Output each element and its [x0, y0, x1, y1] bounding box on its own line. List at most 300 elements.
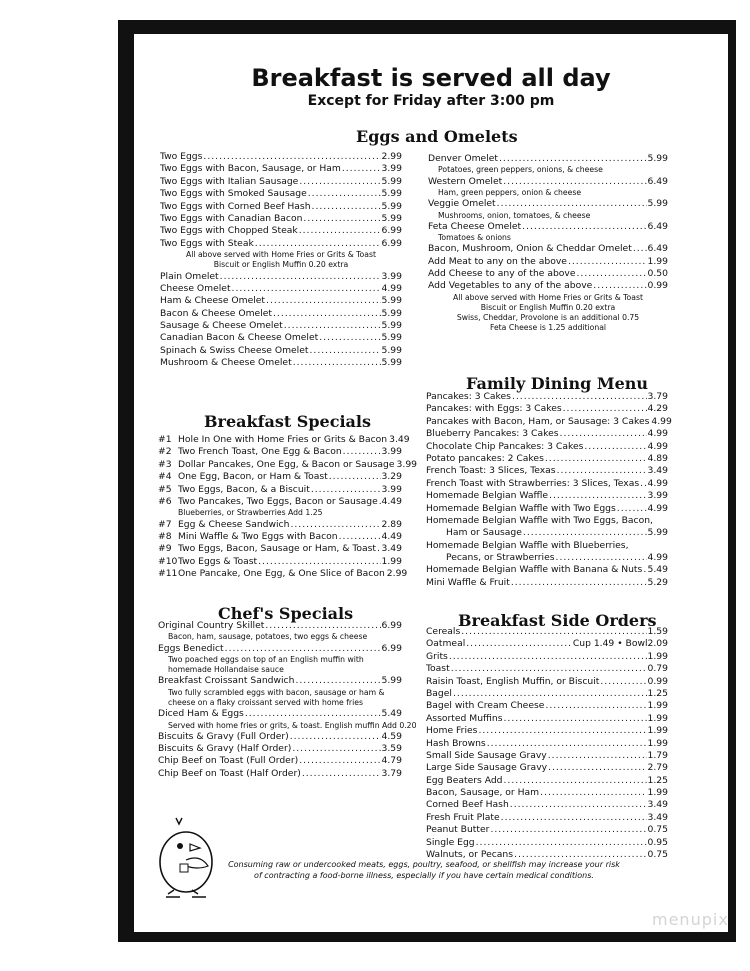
menu-item [426, 824, 668, 836]
menu-item [160, 308, 402, 320]
dot-leader [339, 531, 381, 542]
item-name [426, 638, 465, 649]
item-name [426, 676, 599, 687]
item-number: #3 [158, 458, 172, 470]
dot-leader [255, 238, 381, 249]
item-price: 3.99 [381, 483, 402, 495]
item-price: 6.49 [647, 175, 668, 187]
menu-item [158, 731, 402, 743]
chefs-heading: Chef's Specials [218, 604, 354, 623]
menu-item [426, 700, 668, 712]
dot-leader [503, 176, 646, 187]
item-name [158, 446, 342, 457]
item-price: 3.49 [381, 543, 402, 555]
menu-item [426, 415, 672, 428]
item-name [428, 198, 496, 209]
dot-leader [290, 519, 380, 530]
item-label: Western Omelet [428, 175, 503, 187]
dot-leader [245, 708, 381, 719]
item-note: Served with home fries or grits, & toast. English muffin Add 0.20 [168, 720, 417, 730]
item-label: Eggs Benedict [158, 642, 224, 654]
item-note: cheese on a flaky croissant served with home fries [168, 697, 363, 707]
dot-leader [310, 345, 381, 356]
dot-leader [220, 271, 381, 282]
dot-leader [568, 256, 647, 267]
item-price: 4.49 [381, 530, 402, 542]
item-label: Single Egg [426, 836, 475, 848]
item-name [160, 283, 231, 294]
dot-leader [295, 675, 380, 686]
item-label: Mini Waffle & Fruit [426, 576, 510, 588]
menu-item [426, 663, 668, 675]
item-label: Oatmeal [426, 638, 466, 650]
item-name [426, 416, 649, 427]
dot-leader [577, 268, 647, 279]
dot-leader [292, 743, 380, 754]
dot-leader [451, 663, 647, 674]
dot-leader [302, 768, 381, 779]
item-label: One Pancake, One Egg, & One Slice of Bacon [178, 568, 385, 580]
menu-item [160, 345, 402, 357]
menu-item [426, 775, 668, 787]
dot-leader [266, 295, 380, 306]
item-name [158, 484, 310, 495]
dot-leader [299, 176, 380, 187]
item-name [426, 799, 509, 810]
menu-item [426, 465, 668, 477]
item-label: Add Cheese to any of the above [428, 268, 576, 280]
item-name [426, 428, 559, 439]
item-number: #8 [158, 530, 172, 542]
item-price: 4.49 [381, 495, 402, 507]
item-label: Diced Ham & Eggs [158, 708, 244, 720]
menu-item [158, 471, 402, 483]
item-note: Mushrooms, onion, tomatoes, & cheese [438, 210, 591, 220]
item-name [158, 708, 244, 719]
item-label: Two Eggs with Italian Sausage [160, 175, 299, 187]
menu-item [158, 434, 410, 446]
item-label: Chip Beef on Toast [158, 767, 244, 779]
item-name [160, 176, 298, 187]
item-price: 6.99 [381, 225, 402, 237]
item-qualifier: (Full Order) [236, 730, 289, 742]
item-label: Two Eggs [160, 151, 203, 162]
item-note: Feta Cheese is 1.25 additional [489, 323, 607, 333]
menu-item [160, 271, 402, 283]
item-name [158, 755, 298, 766]
eggs-left-note: All above served with Home Fries or Grits & Toast [185, 250, 376, 260]
menu-item [158, 743, 402, 755]
menu-item [428, 221, 668, 233]
menu-item [160, 295, 402, 307]
item-name [160, 238, 254, 249]
item-name [158, 531, 338, 542]
item-label: Ham & Cheese Omelet [160, 295, 266, 307]
menu-item [426, 676, 668, 688]
item-label: Hash Browns [426, 737, 486, 749]
menu-subtitle: Except for Friday after 3:00 pm [307, 93, 555, 109]
item-name [160, 345, 309, 356]
item-note: Two fully scrambled eggs with bacon, sausage or ham & [168, 687, 385, 697]
item-label: Pancakes: 3 Cakes [426, 391, 511, 402]
item-number: #6 [158, 495, 172, 507]
dot-leader [319, 332, 380, 343]
item-name [158, 519, 289, 530]
item-name [160, 213, 302, 224]
item-number: #2 [158, 446, 172, 458]
item-label: One Egg, Bacon, or Ham & Toast [178, 471, 328, 483]
item-name [428, 256, 567, 267]
dot-leader [299, 225, 381, 236]
item-label: Bagel [426, 687, 452, 699]
item-price: 3.29 [381, 471, 402, 483]
item-price: 5.49 [381, 708, 402, 720]
dot-leader [549, 490, 646, 501]
item-price: 0.95 [647, 836, 668, 848]
dot-leader [377, 543, 380, 554]
item-label: Grits [426, 650, 448, 662]
item-name [426, 713, 503, 724]
health-disclaimer [174, 859, 674, 881]
item-label: Small Side Sausage Gravy [426, 749, 547, 761]
item-number: #9 [158, 543, 172, 555]
dot-leader [511, 577, 647, 588]
menu-item [158, 768, 402, 780]
item-number: #4 [158, 471, 172, 483]
dot-leader [501, 812, 647, 823]
item-name [426, 391, 511, 402]
item-name [426, 725, 477, 736]
menu-item [426, 564, 668, 576]
item-label: Two Eggs with Steak [160, 237, 254, 249]
dot-leader [560, 428, 647, 439]
item-label: Hole In One with Home Fries or Grits & Bacon [178, 434, 388, 445]
item-name [426, 453, 544, 464]
menu-item [426, 478, 668, 490]
item-price: 5.99 [647, 153, 668, 164]
dot-leader [343, 446, 381, 457]
item-price: 1.79 [647, 749, 668, 761]
menu-item [426, 787, 668, 799]
menu-item [426, 441, 668, 453]
item-name [428, 243, 632, 254]
item-price: 3.79 [381, 767, 402, 779]
item-price: 1.99 [647, 787, 668, 799]
item-number: #1 [158, 434, 172, 445]
item-price: 1.99 [647, 700, 668, 712]
dot-leader [504, 775, 647, 786]
item-label: Bagel with Cream Cheese [426, 700, 545, 712]
item-price: 2.89 [381, 518, 402, 530]
item-price: 1.99 [647, 725, 668, 737]
item-name [160, 188, 307, 199]
item-label: Two Eggs with Smoked Sausage [160, 188, 307, 200]
item-note: Swiss, Cheddar, Provolone is an additional 0.75 [456, 313, 640, 323]
dot-leader [584, 441, 646, 452]
menu-item [426, 515, 668, 527]
menu-item [158, 675, 402, 687]
item-price: 1.99 [647, 255, 668, 267]
dot-leader [265, 620, 380, 631]
item-name [160, 320, 283, 331]
item-name [158, 643, 224, 654]
menu-item [158, 643, 402, 655]
item-qualifier: (Half Order) [236, 743, 292, 755]
item-name [160, 163, 341, 174]
item-price: 3.99 [381, 163, 402, 175]
item-name [158, 556, 257, 567]
dot-leader [342, 163, 381, 174]
item-name [446, 527, 522, 538]
item-label: Cereals [426, 626, 461, 637]
item-price: 2.99 [386, 568, 408, 580]
dot-leader [497, 198, 647, 209]
item-price: 4.99 [381, 282, 402, 294]
item-note: Ham, green peppers, onion & cheese [438, 187, 582, 197]
dot-leader [290, 731, 381, 742]
menu-item [426, 812, 668, 824]
item-name [446, 552, 555, 563]
item-name [158, 434, 387, 445]
item-name [158, 731, 289, 742]
item-name [426, 762, 547, 773]
item-label: Peanut Butter [426, 824, 490, 836]
item-price: 5.99 [381, 357, 402, 369]
item-number: #7 [158, 518, 172, 530]
item-name [426, 626, 460, 637]
item-name [158, 620, 264, 631]
item-price: 3.49 [647, 465, 668, 477]
item-note: homemade Hollandaise sauce [168, 665, 284, 675]
menu-item [426, 540, 668, 552]
menu-item [160, 151, 402, 163]
item-name [426, 775, 503, 786]
item-label: Pancakes: with Eggs: 3 Cakes [426, 403, 562, 415]
item-price: 4.99 [647, 428, 668, 440]
item-price: 5.99 [381, 320, 402, 332]
item-label: French Toast: 3 Slices, Texas [426, 465, 556, 477]
item-label: Home Fries [426, 725, 478, 737]
item-note: All above served with Home Fries or Grits & Toast [452, 292, 643, 302]
dot-leader [329, 471, 381, 482]
item-label: Add Meat to any on the above [428, 255, 567, 267]
item-price: 0.75 [647, 824, 668, 836]
menu-item [428, 176, 668, 188]
item-price: 1.99 [647, 712, 668, 724]
dot-leader [478, 725, 646, 736]
item-price: 4.99 [651, 415, 672, 427]
dot-leader [487, 738, 647, 749]
item-price: 3.49 [647, 799, 668, 811]
item-price: 5.99 [381, 200, 402, 212]
item-name [160, 271, 219, 282]
dot-leader [557, 465, 647, 476]
item-label: Pecans, or Strawberries [446, 552, 555, 564]
item-name [158, 675, 294, 686]
item-label: Add Vegetables to any of the above [428, 280, 593, 292]
dot-leader [311, 484, 381, 495]
menu-item [158, 556, 402, 568]
disclaimer-line: of contracting a food-borne illness, especially if you have certain medical conditions. [254, 871, 594, 880]
item-label: Two Eggs with Bacon, Sausage, or Ham [160, 163, 341, 175]
item-price: 6.99 [381, 620, 402, 631]
dot-leader [476, 837, 647, 848]
item-name [426, 503, 616, 514]
menu-item [426, 651, 668, 663]
item-label: Toast [426, 663, 450, 675]
item-label: Assorted Muffins [426, 712, 503, 724]
menu-item [426, 713, 668, 725]
item-name [426, 564, 642, 575]
menu-item [426, 638, 668, 650]
menu-item [158, 458, 418, 471]
menu-item [428, 280, 668, 292]
item-name [160, 151, 202, 162]
item-price: 5.99 [647, 198, 668, 210]
dot-leader [640, 478, 646, 489]
item-label: Dollar Pancakes, One Egg, & Bacon or Sausage [178, 458, 395, 470]
item-price: 3.49 [389, 434, 410, 445]
item-price: 3.79 [647, 391, 668, 402]
dot-leader [510, 799, 647, 810]
item-name [426, 738, 486, 749]
item-label: Large Side Sausage Gravy [426, 762, 548, 774]
item-label: French Toast with Strawberries: 3 Slices, Texas [426, 477, 640, 489]
menu-item [160, 320, 402, 332]
item-qualifier: (Half Order) [246, 767, 301, 779]
menu-item [160, 238, 402, 250]
specials-list [158, 434, 418, 580]
item-name [426, 577, 510, 588]
item-name [426, 700, 544, 711]
item-price: 1.99 [647, 650, 668, 662]
item-label: Fresh Fruit Plate [426, 811, 500, 823]
item-name [158, 471, 328, 482]
item-name [160, 332, 318, 343]
dot-leader [203, 151, 380, 162]
item-note: Two poached eggs on top of an English muffin with [168, 654, 364, 664]
item-price: 6.49 [647, 243, 668, 255]
dot-leader [299, 755, 380, 766]
item-name [428, 153, 498, 164]
menu-item [158, 531, 402, 543]
item-price: 0.99 [647, 280, 668, 292]
item-name [426, 812, 500, 823]
menu-item [428, 243, 668, 255]
dot-leader [258, 556, 380, 567]
item-price: 1.99 [381, 555, 402, 567]
menu-item [158, 755, 402, 767]
item-label: Pancakes with Bacon, Ham, or Sausage: 3 Cakes [426, 415, 650, 427]
menu-item [426, 750, 668, 762]
item-note: Potatoes, green peppers, onions, & cheese [438, 165, 603, 175]
item-price: 1.25 [647, 774, 668, 786]
menu-item [426, 577, 668, 589]
menu-item [160, 225, 402, 237]
item-label: Homemade Belgian Waffle [426, 490, 549, 502]
menu-item [426, 552, 668, 564]
item-price: 5.99 [381, 175, 402, 187]
menu-item [426, 762, 668, 774]
item-name [160, 357, 292, 368]
item-label: Homemade Belgian Waffle with Blueberries, [426, 539, 629, 551]
item-note: Blueberries, or Strawberries Add 1.25 [178, 508, 323, 518]
item-name [426, 403, 562, 414]
item-note: Biscuit or English Muffin 0.20 extra [480, 303, 616, 313]
item-price: 5.99 [381, 344, 402, 356]
menu-item [160, 163, 402, 175]
item-price: 4.29 [647, 403, 668, 415]
menu-item [160, 176, 402, 188]
item-price: 4.99 [647, 440, 668, 452]
dot-leader [293, 357, 381, 368]
item-label: Bacon & Cheese Omelet [160, 307, 272, 319]
menu-item [426, 738, 668, 750]
item-label: Bacon, Sausage, or Ham [426, 787, 540, 799]
dot-leader [643, 564, 646, 575]
family-list [426, 391, 672, 589]
dot-leader [284, 320, 381, 331]
sides-list [426, 626, 668, 861]
item-label: Two Pancakes, Two Eggs, Bacon or Sausage [178, 495, 378, 507]
menu-item [160, 201, 402, 213]
dot-leader [490, 824, 646, 835]
menu-item [428, 153, 668, 165]
item-label: Mushroom & Cheese Omelet [160, 357, 292, 369]
menu-item [426, 490, 668, 502]
item-price: 2.99 [381, 151, 402, 162]
dot-leader [540, 787, 646, 798]
menu-item [160, 188, 402, 200]
item-name [158, 743, 291, 754]
item-price: 5.99 [647, 527, 668, 539]
item-price: 1.25 [647, 687, 668, 699]
dot-leader [225, 643, 381, 654]
dot-leader [504, 713, 647, 724]
item-label: Blueberry Pancakes: 3 Cakes [426, 428, 559, 440]
dot-leader [499, 153, 647, 164]
menu-title: Breakfast is served all day [251, 64, 611, 92]
eggs-heading: Eggs and Omelets [356, 127, 518, 146]
dot-leader [633, 243, 647, 254]
eggs-right-list [428, 153, 668, 334]
menu-item [426, 527, 668, 539]
menu-item [158, 496, 402, 508]
item-price: 6.99 [381, 642, 402, 654]
menu-item [428, 198, 668, 210]
item-price: 5.99 [381, 307, 402, 319]
item-price: 4.79 [381, 755, 402, 767]
item-label: Biscuits & Gravy [158, 743, 234, 755]
item-label: Potato pancakes: 2 Cakes [426, 452, 544, 464]
family-heading: Family Dining Menu [466, 374, 649, 393]
item-name [158, 768, 301, 779]
item-price: 5.99 [381, 212, 402, 224]
item-qualifier: (Full Order) [246, 755, 299, 767]
item-price: 4.99 [647, 552, 668, 564]
item-label: Egg & Cheese Sandwich [178, 518, 290, 530]
item-price: 3.99 [647, 490, 668, 502]
item-price: 3.99 [381, 446, 402, 458]
item-label: Homemade Belgian Waffle with Two Eggs [426, 502, 616, 514]
item-label: Egg Beaters Add [426, 774, 503, 786]
item-label: Ham or Sausage [446, 527, 522, 539]
item-label: Canadian Bacon & Cheese Omelet [160, 332, 319, 344]
item-price: 2.79 [647, 762, 668, 774]
dot-leader [449, 651, 647, 662]
item-label: Feta Cheese Omelet [428, 220, 522, 232]
item-name [426, 663, 450, 674]
